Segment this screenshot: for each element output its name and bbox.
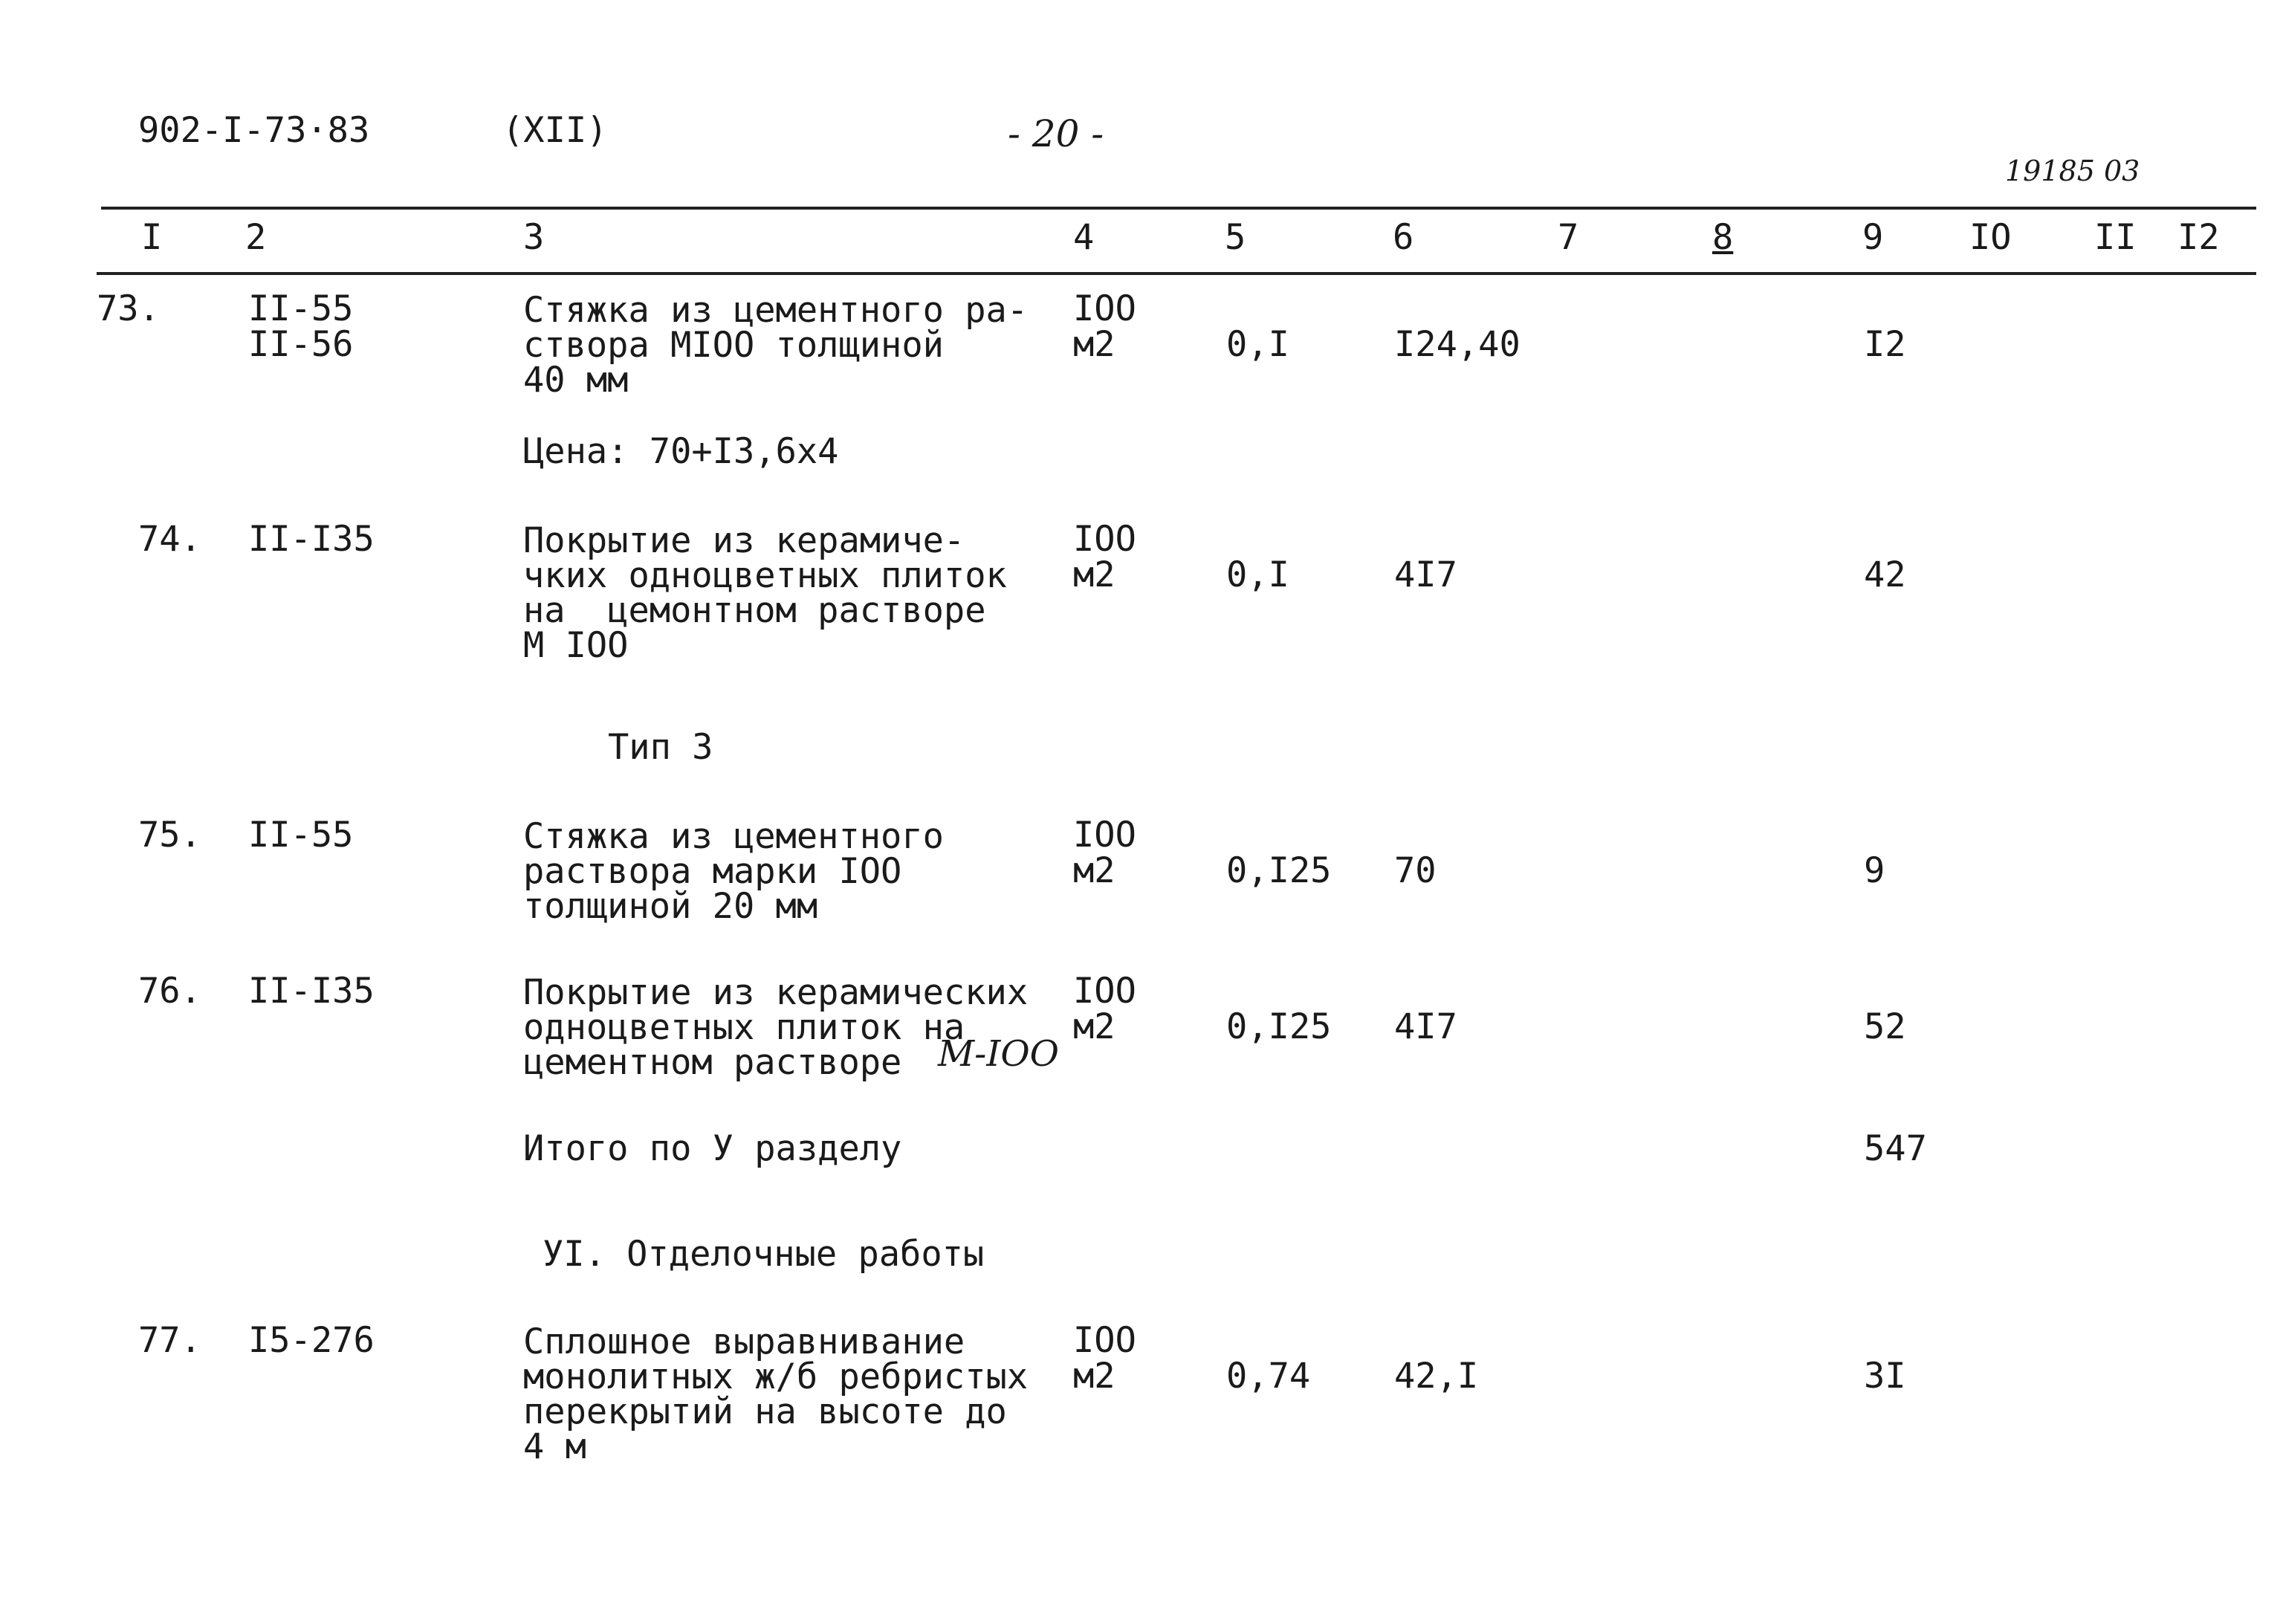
column-header: IO [1969,217,2012,258]
row-number: 77. [138,1320,201,1361]
row-code: II-I35 [248,971,375,1012]
row-quantity: 0,74 [1226,1356,1311,1397]
row-price: 4I7 [1394,1006,1457,1047]
row-description: Стяжка из цементного раствора марки IOO толщиной 20 мм [523,816,944,927]
row-price: 42,I [1394,1356,1479,1397]
row-total: I2 [1864,324,1906,365]
table-top-rule [101,207,2256,210]
section-heading: УI. Отделочные работы [543,1234,985,1275]
document-part: (XII) [502,110,608,151]
row-price: I24,40 [1394,324,1521,365]
table-header-rule [97,272,2256,275]
row-quantity: 0,I25 [1226,850,1332,891]
row-description: Покрытие из керамических одноцветных плиток на цементном растворе [523,972,1029,1083]
row-number: 73. [97,288,160,329]
column-header: I2 [2177,217,2220,258]
price-note: Цена: 70+I3,6х4 [523,431,839,472]
row-quantity: 0,I [1226,324,1289,365]
column-header: II [2094,217,2137,258]
row-number: 75. [138,815,201,855]
row-price: 70 [1394,850,1437,891]
type-heading: Тип 3 [608,727,713,768]
row-number: 76. [138,971,201,1012]
row-unit: IOO м2 [1073,1320,1136,1397]
row-code: II-I35 [248,519,375,560]
row-unit: IOO м2 [1073,815,1136,891]
row-quantity: 0,I25 [1226,1006,1332,1047]
row-description: Сплошное выравнивание монолитных ж/б ребристых перекрытий на высоте до 4 м [523,1321,1029,1467]
row-unit: IOO м2 [1073,288,1136,365]
row-total: 52 [1864,1006,1906,1047]
row-price: 4I7 [1394,554,1457,595]
handwritten-grade: М-IOO [938,1033,1060,1075]
page-number: - 20 - [1008,112,1104,155]
row-code: I5-276 [248,1320,375,1361]
subtotal-label: Итого по У разделу [523,1128,902,1169]
column-header: 8 [1712,217,1734,258]
row-number: 74. [138,519,201,560]
subtotal-value: 547 [1864,1128,1927,1169]
archive-stamp: 19185 03 [2005,155,2140,187]
row-unit: IOO м2 [1073,971,1136,1047]
row-code: II-55 II-56 [248,288,354,365]
row-description: Стяжка из цементного ра- створа МIOO толщиной 40 мм [523,290,1029,401]
row-description: Покрытие из керамиче- чких одноцветных плиток на цемонтном растворе М IOO [523,520,1007,666]
document-code: 902-I-73·83 [138,110,370,151]
row-unit: IOO м2 [1073,519,1136,595]
column-header: 3 [523,217,545,258]
row-total: 3I [1864,1356,1906,1397]
column-header: 7 [1558,217,1579,258]
column-header: 9 [1862,217,1884,258]
column-header: 6 [1393,217,1414,258]
row-code: II-55 [248,815,354,855]
row-total: 42 [1864,554,1906,595]
row-total: 9 [1864,850,1885,891]
row-quantity: 0,I [1226,554,1289,595]
column-header: 4 [1073,217,1095,258]
column-header: I [141,217,163,258]
column-header: 2 [245,217,267,258]
column-header: 5 [1225,217,1246,258]
